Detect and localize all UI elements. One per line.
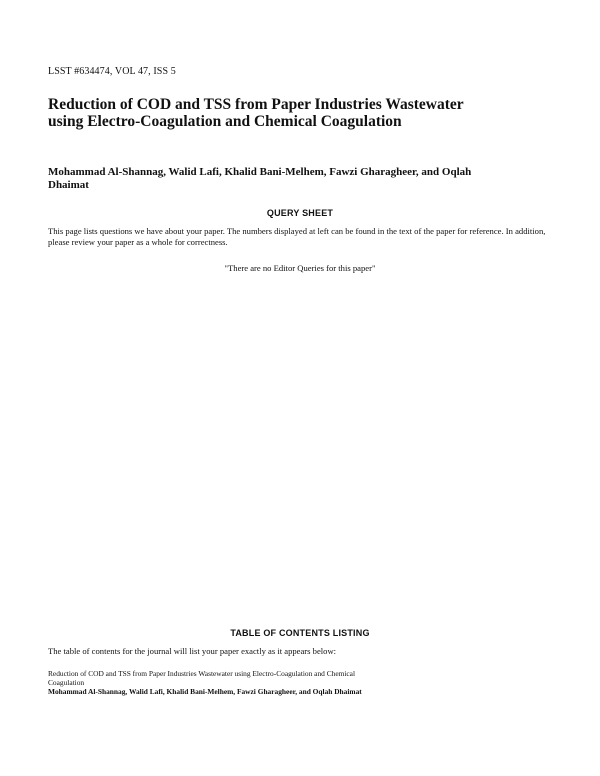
toc-entry-title: Reduction of COD and TSS from Paper Industries Wastewater using Electro-Coagulation and Chemical Coagulation xyxy=(48,669,356,687)
query-sheet-heading: QUERY SHEET xyxy=(266,208,334,218)
paper-title: Reduction of COD and TSS from Paper Industries Wastewater using Electro-Coagulation and Chemical Coagulation xyxy=(48,96,464,130)
query-sheet-intro: This page lists questions we have about your paper. The numbers displayed at left can be found in the text of the paper for reference. In addition, please review your paper as a whole for correctness. xyxy=(48,226,546,247)
no-queries-note: "There are no Editor Queries for this paper" xyxy=(224,263,376,273)
journal-header-line: LSST #634474, VOL 47, ISS 5 xyxy=(48,66,176,77)
paper-authors: Mohammad Al-Shannag, Walid Lafi, Khalid Bani-Melhem, Fawzi Gharagheer, and Oqlah Dhaimat xyxy=(48,166,472,191)
toc-heading: TABLE OF CONTENTS LISTING xyxy=(230,628,370,638)
toc-intro: The table of contents for the journal will list your paper exactly as it appears below: xyxy=(48,646,337,656)
toc-entry-authors: Mohammad Al-Shannag, Walid Lafi, Khalid Bani-Melhem, Fawzi Gharagheer, and Oqlah Dhaimat xyxy=(48,687,362,696)
